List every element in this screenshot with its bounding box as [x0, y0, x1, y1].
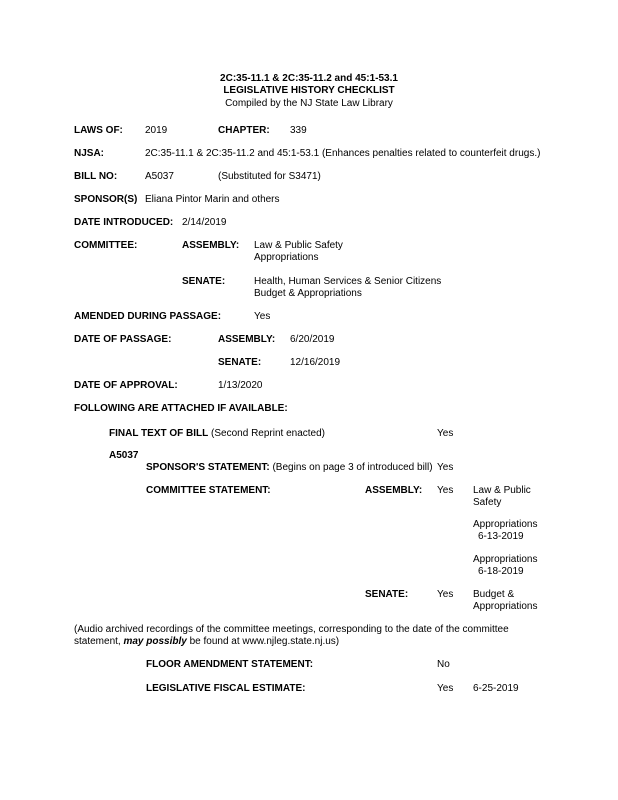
njsa-label: NJSA:	[74, 148, 105, 159]
bill-no-label: BILL NO:	[74, 171, 118, 182]
committee-senate-line1: Health, Human Services & Senior Citizens	[254, 276, 442, 287]
chapter-value: 339	[290, 125, 307, 136]
bill-no-value: A5037	[145, 171, 174, 182]
audio-note-part-a: statement,	[74, 636, 124, 647]
fiscal-estimate-value: Yes	[437, 683, 454, 694]
committee-label: COMMITTEE:	[74, 240, 138, 251]
date-of-approval-value: 1/13/2020	[218, 380, 263, 391]
sponsor-statement-note: (Begins on page 3 of introduced bill)	[272, 462, 433, 473]
title-line-1: 2C:35-11.1 & 2C:35-11.2 and 45:1-53.1	[220, 73, 398, 84]
committee-statement-label: COMMITTEE STATEMENT:	[146, 485, 271, 496]
date-introduced-value: 2/14/2019	[182, 217, 227, 228]
chapter-label: CHAPTER:	[218, 125, 270, 136]
a5037-label: A5037	[109, 450, 139, 461]
laws-of-value: 2019	[145, 125, 168, 136]
committee-assembly-line1: Law & Public Safety	[254, 240, 343, 251]
cs-assembly-label: ASSEMBLY:	[365, 485, 423, 496]
cs-senate-value: Yes	[437, 589, 454, 600]
committee-assembly-line2: Appropriations	[254, 252, 319, 263]
sponsor-value: Eliana Pintor Marin and others	[145, 194, 280, 205]
passage-senate-label: SENATE:	[218, 357, 262, 368]
bill-no-note: (Substituted for S3471)	[218, 171, 321, 182]
date-of-approval-label: DATE OF APPROVAL:	[74, 380, 178, 391]
fiscal-estimate-date: 6-25-2019	[473, 683, 519, 694]
njsa-value: 2C:35-11.1 & 2C:35-11.2 and 45:1-53.1 (Enhances penalties related to counterfeit drugs.)	[145, 148, 541, 159]
committee-senate-label: SENATE:	[182, 276, 226, 287]
final-text-value: Yes	[437, 428, 454, 439]
sponsor-statement-value: Yes	[437, 462, 454, 473]
floor-amendment-label: FLOOR AMENDMENT STATEMENT:	[146, 659, 314, 670]
audio-note-line2	[74, 636, 339, 648]
date-of-passage-label: DATE OF PASSAGE:	[74, 334, 172, 345]
audio-note-line1: (Audio archived recordings of the committee meetings, corresponding to the date of the committee	[74, 624, 509, 635]
cs-assembly-entry: 6-13-2019	[478, 531, 524, 542]
floor-amendment-value: No	[437, 659, 450, 670]
sponsor-statement-label: SPONSOR'S STATEMENT:	[146, 462, 270, 473]
sponsor-statement-row	[146, 462, 433, 474]
fiscal-estimate-label: LEGISLATIVE FISCAL ESTIMATE:	[146, 683, 306, 694]
subtitle: Compiled by the NJ State Law Library	[225, 98, 393, 109]
cs-assembly-value: Yes	[437, 485, 454, 496]
committee-senate-line2: Budget & Appropriations	[254, 288, 362, 299]
audio-note-part-b: be found at www.njleg.state.nj.us)	[186, 636, 340, 647]
cs-assembly-entry: Safety	[473, 497, 502, 508]
amended-label: AMENDED DURING PASSAGE:	[74, 311, 222, 322]
cs-assembly-entry: Law & Public	[473, 485, 531, 496]
final-text-note: (Second Reprint enacted)	[211, 428, 326, 439]
audio-note-emphasis: may possibly	[123, 636, 187, 647]
laws-of-label: LAWS OF:	[74, 125, 123, 136]
cs-assembly-entry: Appropriations	[473, 519, 538, 530]
cs-senate-entry: Budget &	[473, 589, 515, 600]
cs-senate-label: SENATE:	[365, 589, 409, 600]
final-text-row	[109, 428, 325, 440]
committee-assembly-label: ASSEMBLY:	[182, 240, 240, 251]
passage-assembly-value: 6/20/2019	[290, 334, 335, 345]
amended-value: Yes	[254, 311, 271, 322]
attached-heading: FOLLOWING ARE ATTACHED IF AVAILABLE:	[74, 403, 288, 414]
passage-assembly-label: ASSEMBLY:	[218, 334, 276, 345]
title-line-2: LEGISLATIVE HISTORY CHECKLIST	[223, 85, 395, 96]
cs-senate-entry: Appropriations	[473, 601, 538, 612]
date-introduced-label: DATE INTRODUCED:	[74, 217, 174, 228]
cs-assembly-entry: Appropriations	[473, 554, 538, 565]
passage-senate-value: 12/16/2019	[290, 357, 341, 368]
sponsor-label: SPONSOR(S)	[74, 194, 138, 205]
final-text-label: FINAL TEXT OF BILL	[109, 428, 209, 439]
cs-assembly-entry: 6-18-2019	[478, 566, 524, 577]
